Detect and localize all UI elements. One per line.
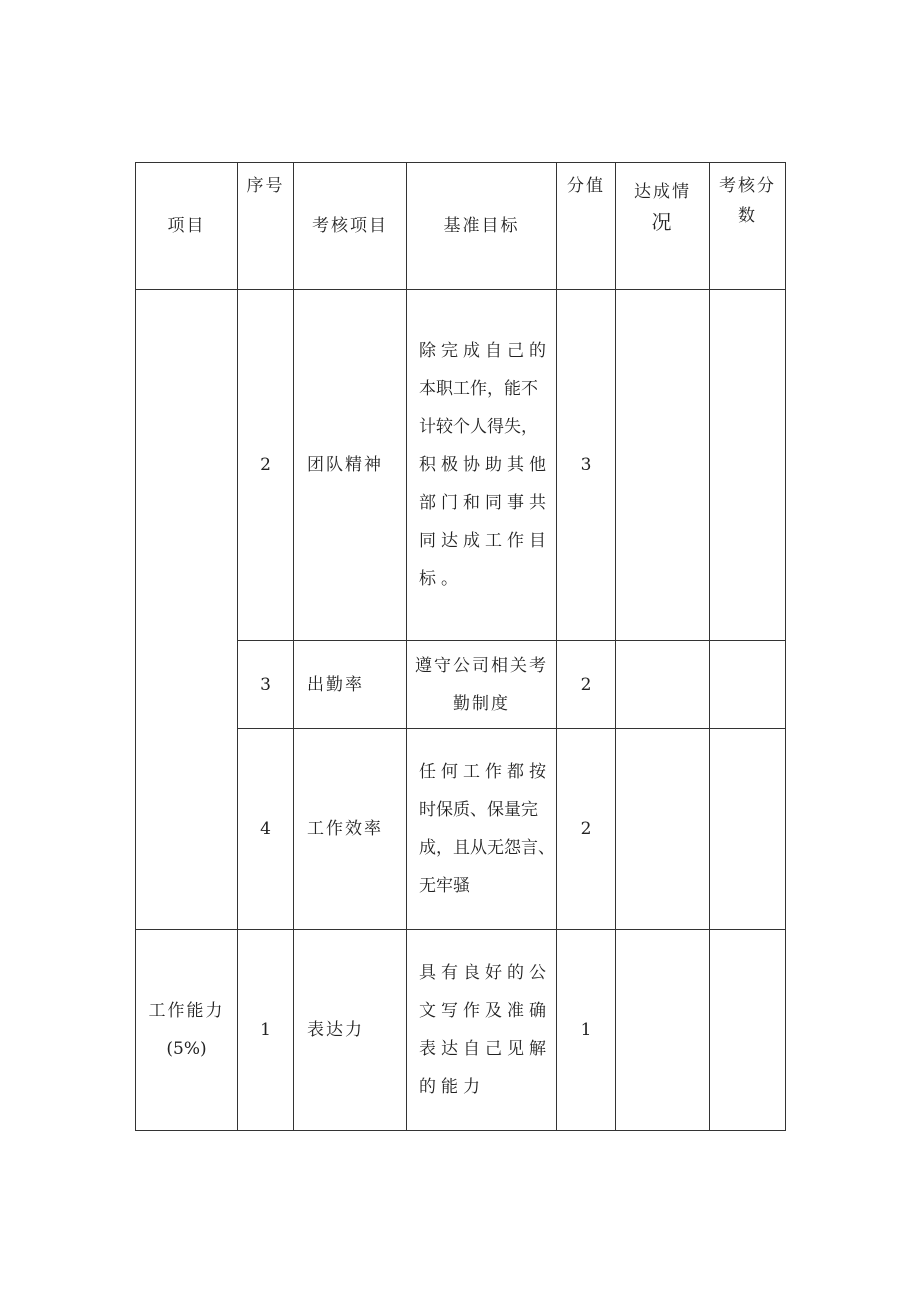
row-status-empty <box>616 729 710 930</box>
row-status-empty <box>616 930 710 1131</box>
row-seq: 1 <box>238 930 294 1131</box>
row-seq: 3 <box>238 641 294 729</box>
row-seq: 4 <box>238 729 294 930</box>
table-row <box>136 930 786 1131</box>
row-score: 3 <box>557 290 616 641</box>
row-score: 2 <box>557 641 616 729</box>
header-status-line2: 况 <box>651 210 674 234</box>
row-category: 工作能力 (5%) <box>136 930 238 1131</box>
row-target: 遵守公司相关考 勤制度 <box>407 641 557 729</box>
header-status <box>616 163 710 290</box>
header-category: 项目 <box>136 163 238 290</box>
row-item: 团队精神 <box>294 290 407 641</box>
category-cell-empty <box>136 290 238 930</box>
row-result-empty <box>710 729 786 930</box>
row-target: 任何工作都按 时保质、保量完 成，且从无怨言、 无牢骚 <box>407 729 557 930</box>
row-target: 除完成自己的 本职工作，能不 计较个人得失， 积极协助其他 部门和同事共 同达成工作目 标。 <box>407 290 557 641</box>
header-status-line1: 达成情 <box>634 182 691 202</box>
header-row <box>136 163 786 290</box>
header-result-line1: 考核分 <box>719 176 776 196</box>
header-target: 基准目标 <box>407 163 557 290</box>
header-result-line2: 数 <box>738 206 757 226</box>
row-item: 出勤率 <box>294 641 407 729</box>
table-row <box>136 290 786 641</box>
header-score: 分值 <box>557 163 616 290</box>
row-seq: 2 <box>238 290 294 641</box>
assessment-table <box>135 162 786 1131</box>
row-result-empty <box>710 290 786 641</box>
header-seq: 序号 <box>238 163 294 290</box>
row-item: 工作效率 <box>294 729 407 930</box>
row-result-empty <box>710 930 786 1131</box>
row-score: 2 <box>557 729 616 930</box>
row-status-empty <box>616 641 710 729</box>
row-status-empty <box>616 290 710 641</box>
header-item: 考核项目 <box>294 163 407 290</box>
row-result-empty <box>710 641 786 729</box>
row-score: 1 <box>557 930 616 1131</box>
header-result <box>710 163 786 290</box>
row-target: 具有良好的公 文写作及准确 表达自己见解 的能力 <box>407 930 557 1131</box>
row-item: 表达力 <box>294 930 407 1131</box>
